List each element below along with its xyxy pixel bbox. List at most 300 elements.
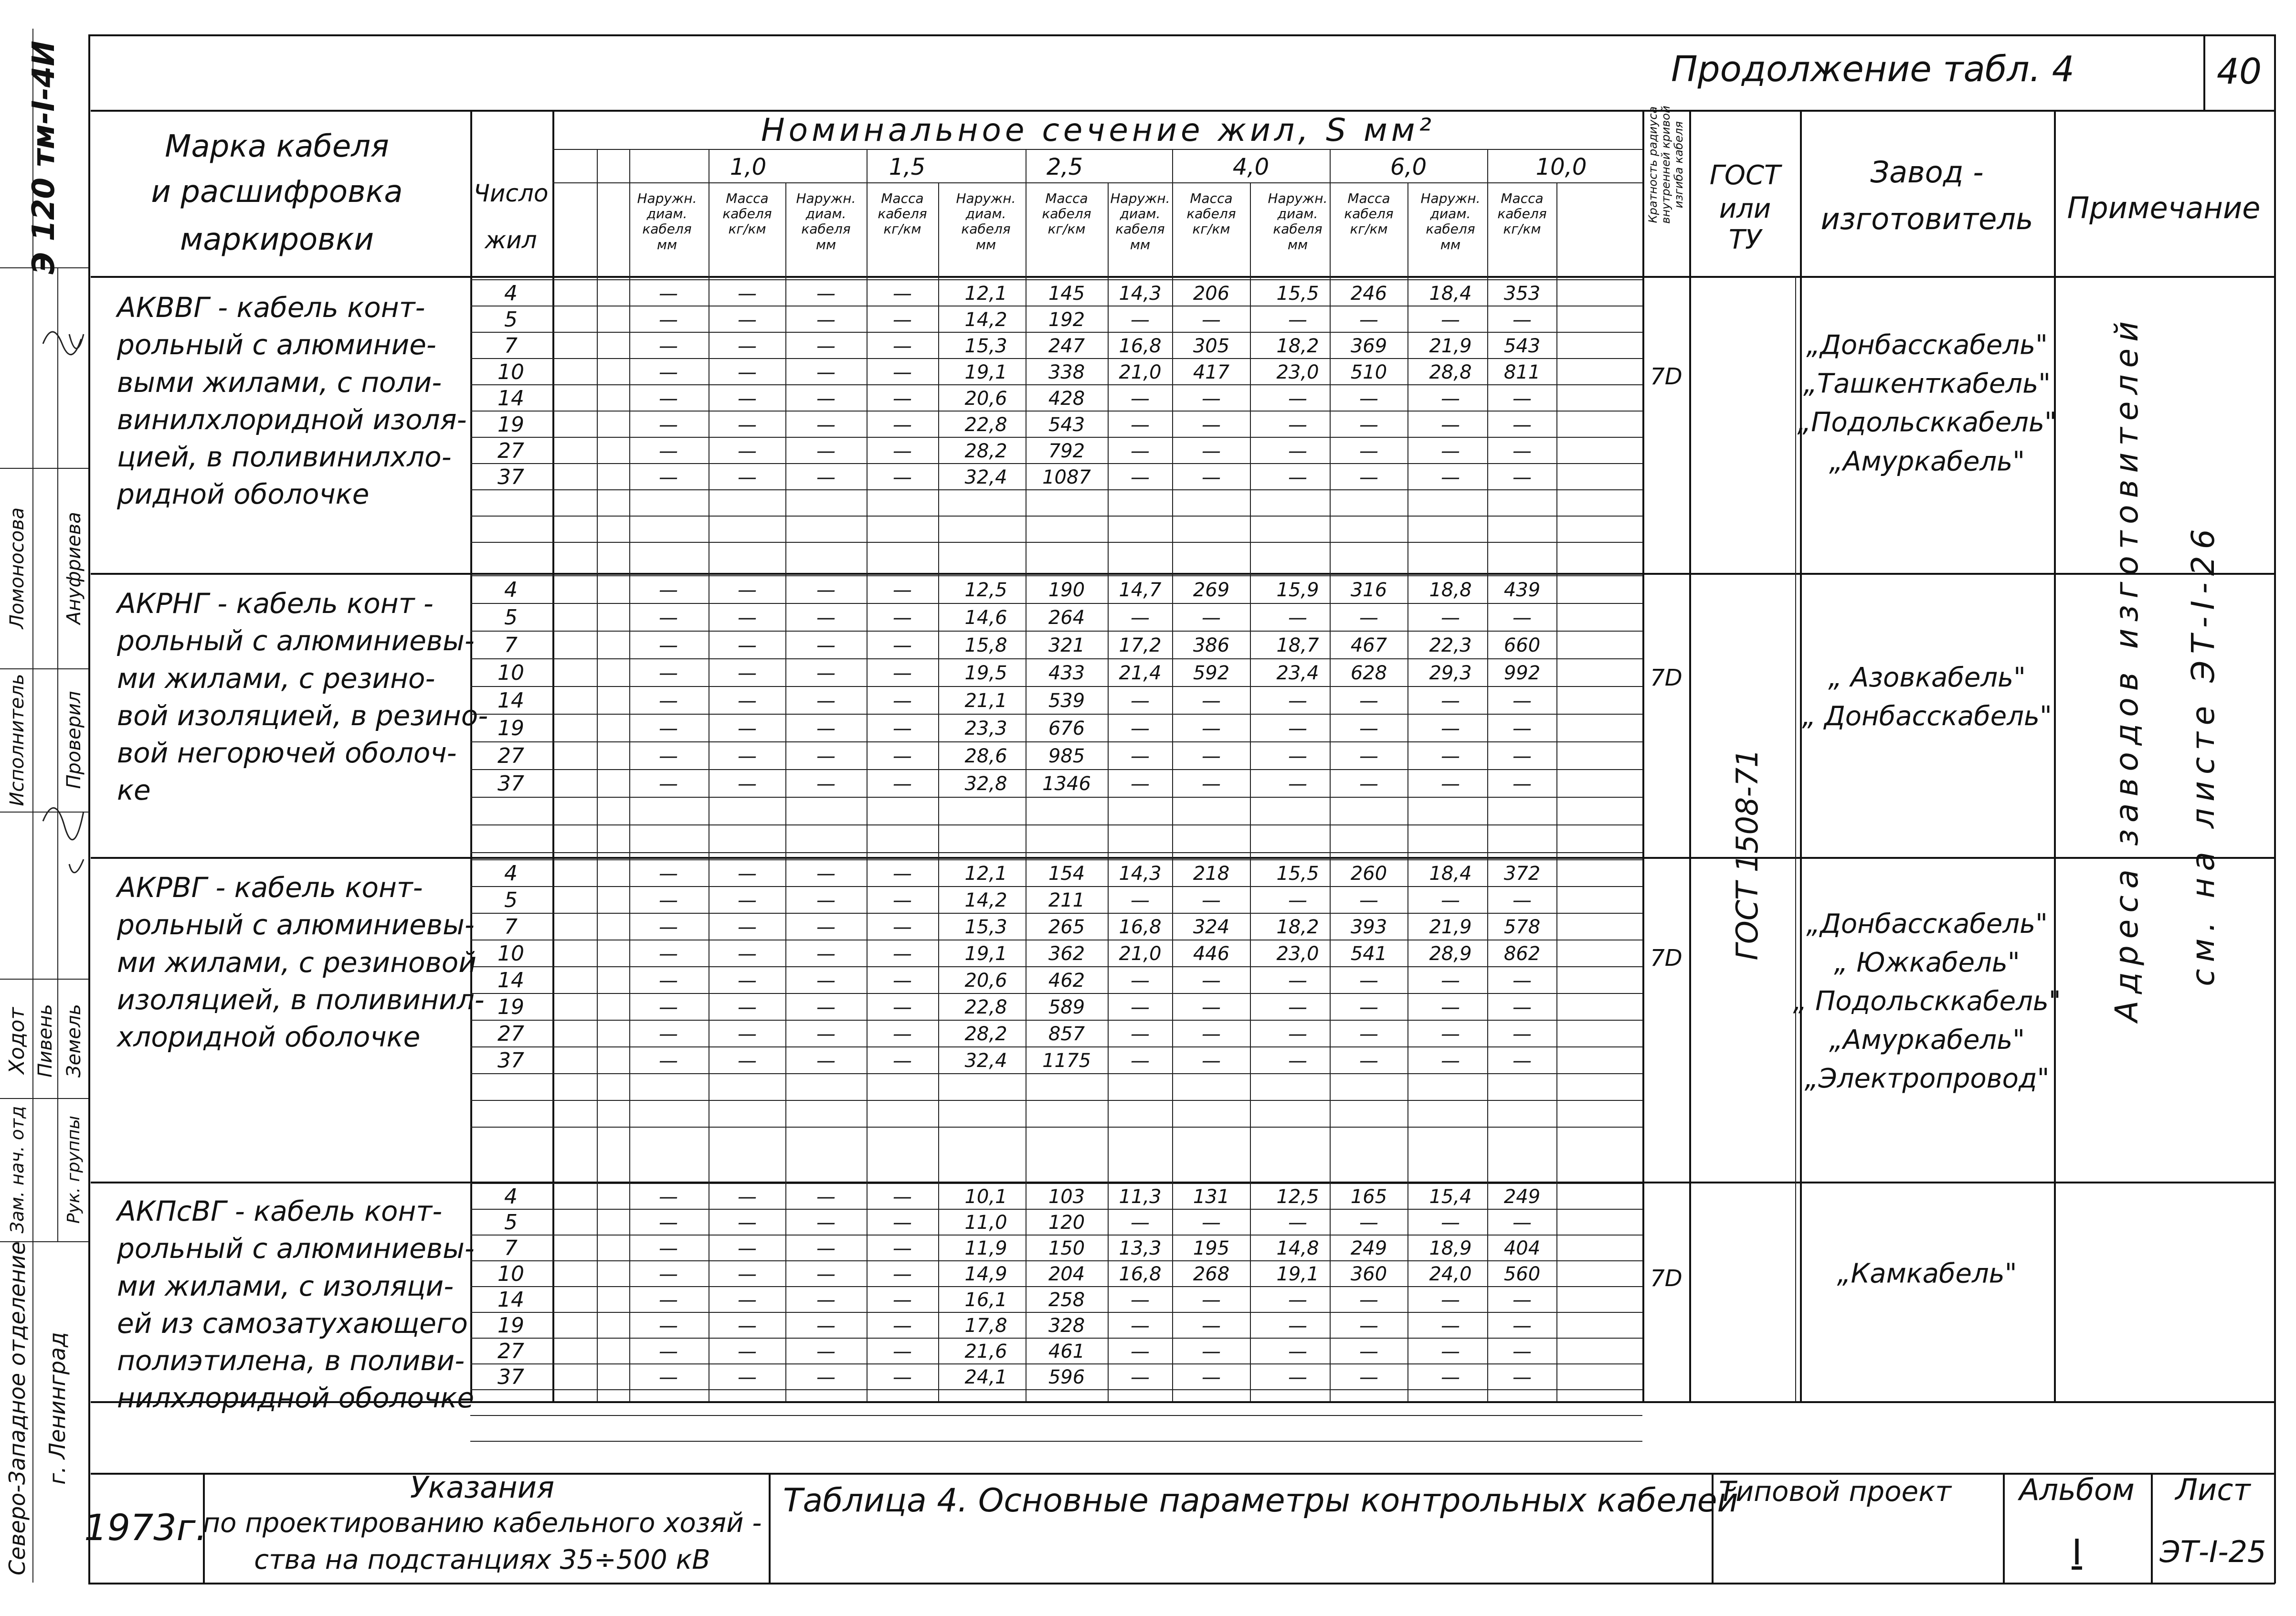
mass-value: —	[1513, 607, 1532, 629]
diameter-value: —	[1131, 745, 1150, 767]
diameter-value: —	[816, 863, 836, 885]
manufacturer-name: „ Подольсккабель"	[1793, 985, 2061, 1017]
diameter-value: —	[659, 282, 678, 305]
diameter-value: 18,7	[1276, 634, 1319, 656]
mass-value: 362	[1048, 943, 1085, 965]
diam-subheader-line: диам.	[805, 206, 846, 222]
diameter-value: 16,8	[1119, 916, 1162, 938]
diameter-value: —	[659, 1315, 678, 1337]
diameter-value: —	[1288, 1050, 1307, 1072]
mass-subheader	[1497, 191, 1546, 237]
cable-description-line: изоляцией, в поливинил-	[117, 983, 485, 1016]
diameter-value: 18,9	[1429, 1237, 1472, 1259]
mass-value: —	[1202, 466, 1221, 488]
mass-value: —	[1513, 718, 1532, 739]
mass-value: 204	[1048, 1263, 1085, 1285]
mass-value: —	[1359, 1050, 1378, 1072]
cable-description-line: рольный с алюминиевы-	[117, 908, 475, 941]
note-line-2: см. на листе ЭТ-I-26	[2185, 522, 2222, 986]
diameter-value: —	[1288, 308, 1307, 331]
mass-value: —	[1513, 1341, 1532, 1363]
diam-subheader-line: мм	[1440, 236, 1461, 253]
cable-description-line: рольный с алюминиевы-	[117, 624, 475, 657]
diam-subheader-line: кабеля	[961, 221, 1011, 237]
mass-value: —	[1359, 690, 1378, 712]
manufacturer-name: „Донбасскабель"	[1806, 908, 2048, 940]
mass-value: 811	[1503, 361, 1541, 383]
cable-description	[117, 869, 485, 1056]
mass-value: —	[738, 889, 757, 911]
mass-value: 660	[1503, 634, 1541, 656]
mass-value: —	[1202, 773, 1221, 795]
mass-value: 510	[1350, 361, 1387, 383]
mass-value: —	[738, 916, 757, 938]
mass-value: —	[1513, 413, 1532, 436]
mass-value: 246	[1350, 282, 1387, 305]
manufacturer-list	[1793, 905, 2061, 1098]
cores-count: 37	[497, 465, 524, 489]
row-line	[470, 279, 1642, 280]
mass-value: —	[1202, 387, 1221, 410]
diameter-value: —	[1288, 1289, 1307, 1311]
diameter-value: —	[816, 361, 836, 383]
diameter-value: —	[1441, 1212, 1460, 1234]
diameter-value: 21,4	[1119, 662, 1162, 684]
diam-subheader-line: Наружн.	[1420, 190, 1481, 206]
mass-value: 461	[1048, 1341, 1085, 1363]
mass-value: —	[1513, 1366, 1532, 1388]
mass-value: 543	[1048, 413, 1085, 436]
diameter-value: —	[1131, 718, 1150, 739]
mass-subheader-line: кг/км	[1047, 221, 1086, 237]
mass-subheader-line: Масса	[726, 190, 769, 206]
cores-count: 4	[504, 578, 518, 602]
mass-value: —	[893, 1050, 912, 1072]
mass-value: 372	[1503, 863, 1541, 885]
mass-value: —	[1359, 440, 1378, 462]
row-line	[470, 1209, 1642, 1210]
diam-subheader-line: Наружн.	[1110, 190, 1170, 206]
diameter-value: —	[659, 335, 678, 357]
diameter-value: —	[1288, 607, 1307, 629]
mass-value: —	[738, 1289, 757, 1311]
mass-value: —	[738, 1315, 757, 1337]
row-line	[470, 358, 1642, 359]
diameter-value: —	[1131, 1050, 1150, 1072]
cores-count: 7	[504, 633, 518, 657]
size-2-5: 2,5	[1046, 154, 1083, 180]
row-line	[470, 1260, 1642, 1261]
mass-value: —	[1202, 1050, 1221, 1072]
diameter-value: —	[1441, 1315, 1460, 1337]
diameter-value: 23,4	[1276, 662, 1319, 684]
diameter-value: —	[659, 863, 678, 885]
diameter-value: —	[659, 970, 678, 992]
mass-value: —	[738, 579, 757, 601]
row-line	[470, 384, 1642, 385]
row-line	[470, 1415, 1642, 1416]
mass-value: 628	[1350, 662, 1387, 684]
project-type: Типовой проект	[1719, 1475, 1952, 1508]
cores-count: 27	[497, 744, 524, 768]
diameter-value: —	[816, 718, 836, 739]
mass-value: —	[738, 943, 757, 965]
mass-value: 792	[1048, 440, 1085, 462]
diameter-value: 32,4	[964, 1050, 1007, 1072]
cores-count: 27	[497, 438, 524, 463]
diam-subheader	[637, 191, 697, 253]
diameter-value: —	[1288, 718, 1307, 739]
mass-value: —	[893, 943, 912, 965]
mass-subheader-line: Масса	[1501, 190, 1544, 206]
mass-subheader-line: Масса	[881, 190, 924, 206]
diameter-value: —	[816, 690, 836, 712]
cable-description-line: АКРВГ - кабель конт-	[117, 871, 423, 904]
cable-description-line: рольный с алюминие-	[117, 328, 436, 361]
mass-subheader-line: кабеля	[1042, 206, 1091, 222]
diameter-value: —	[659, 440, 678, 462]
diameter-value: 15,3	[964, 335, 1007, 357]
mass-value: —	[738, 1341, 757, 1363]
diameter-value: —	[1441, 773, 1460, 795]
diameter-value: 20,6	[964, 387, 1007, 410]
row-line	[470, 332, 1642, 333]
mass-value: —	[738, 970, 757, 992]
cores-count: 5	[504, 888, 518, 912]
diameter-value: —	[1288, 996, 1307, 1018]
mass-subheader-line: кг/км	[728, 221, 766, 237]
mass-value: —	[893, 718, 912, 739]
section-title: Номинальное сечение жил, S мм²	[761, 112, 1436, 148]
row-line	[470, 769, 1642, 770]
mass-value: 985	[1048, 745, 1085, 767]
mass-value: —	[1359, 745, 1378, 767]
diameter-value: —	[1288, 1023, 1307, 1045]
diameter-value: —	[1131, 413, 1150, 436]
mass-value: —	[738, 308, 757, 331]
role-checker: Проверил	[63, 691, 85, 789]
role-performer: Исполнитель	[6, 674, 28, 806]
diameter-value: —	[659, 607, 678, 629]
cable-description-line: хлоридной оболочке	[117, 1021, 421, 1054]
bend-factor: 7D	[1650, 945, 1682, 972]
cable-description-line: ми жилами, с изоляци-	[117, 1269, 454, 1302]
diameter-value: 17,2	[1119, 634, 1162, 656]
mass-value: 462	[1048, 970, 1085, 992]
size-1-0: 1,0	[730, 154, 767, 180]
mass-value: 120	[1048, 1212, 1085, 1234]
note-line-1: Адреса заводов изготовителей	[2108, 314, 2145, 1023]
diameter-value: —	[1131, 308, 1150, 331]
mass-value: 1175	[1042, 1050, 1091, 1072]
mass-value: —	[1202, 718, 1221, 739]
bend-radius-label-1: Кратность радиуса	[1646, 106, 1660, 223]
name-piven: Пивень	[34, 1004, 56, 1077]
diameter-value: 21,9	[1429, 916, 1472, 938]
diameter-value: —	[659, 387, 678, 410]
cores-count: 37	[497, 1365, 524, 1389]
diameter-value: —	[659, 1341, 678, 1363]
diameter-value: —	[1131, 996, 1150, 1018]
diameter-value: —	[1288, 387, 1307, 410]
row-line	[470, 714, 1642, 715]
diameter-value: —	[659, 1186, 678, 1208]
diameter-value: —	[1441, 889, 1460, 911]
mass-subheader	[1344, 191, 1393, 237]
diam-subheader-line: мм	[1130, 236, 1151, 253]
cores-count: 10	[497, 359, 524, 384]
cable-description-line: цией, в поливинилхло-	[117, 441, 452, 474]
row-line	[470, 913, 1642, 914]
mass-value: —	[738, 282, 757, 305]
mass-value: 211	[1048, 889, 1085, 911]
mass-value: 150	[1048, 1237, 1085, 1259]
mass-value: —	[893, 970, 912, 992]
mass-value: —	[1513, 1023, 1532, 1045]
diameter-value: 32,8	[964, 773, 1007, 795]
mass-value: 417	[1193, 361, 1230, 383]
diameter-value: 17,8	[964, 1315, 1007, 1337]
diam-subheader	[1111, 191, 1170, 253]
diameter-value: 12,5	[1276, 1186, 1319, 1208]
diameter-value: —	[659, 943, 678, 965]
diameter-value: 16,1	[964, 1289, 1007, 1311]
mass-subheader-line: кг/км	[1350, 221, 1388, 237]
diameter-value: —	[816, 996, 836, 1018]
mass-value: 541	[1350, 943, 1387, 965]
gost-title-line-2: или	[1719, 193, 1771, 224]
mass-value: —	[893, 282, 912, 305]
diameter-value: —	[816, 607, 836, 629]
diameter-value: —	[1288, 413, 1307, 436]
size-6-0: 6,0	[1390, 154, 1427, 180]
mass-value: —	[1513, 690, 1532, 712]
cable-description-line: нилхлоридной оболочке	[117, 1382, 474, 1415]
doc-code: Э 120 тм-I-4И	[26, 41, 62, 275]
mass-value: —	[893, 466, 912, 488]
diameter-value: —	[1441, 1289, 1460, 1311]
diameter-value: —	[1288, 690, 1307, 712]
diameter-value: 28,2	[964, 440, 1007, 462]
sheet-label: Лист	[2175, 1472, 2251, 1507]
diameter-value: —	[659, 889, 678, 911]
mass-value: 992	[1503, 662, 1541, 684]
mass-value: —	[1202, 745, 1221, 767]
cable-description-line: полиэтилена, в поливи-	[117, 1344, 465, 1377]
cable-description-line: выми жилами, с поли-	[117, 366, 442, 399]
mass-subheader	[878, 191, 927, 237]
diameter-value: —	[1131, 607, 1150, 629]
diameter-value: —	[1131, 1289, 1150, 1311]
diameter-value: —	[659, 1023, 678, 1045]
row-line	[470, 797, 1642, 798]
diameter-value: —	[816, 745, 836, 767]
mass-subheader-line: Масса	[1347, 190, 1390, 206]
diameter-value: —	[816, 1023, 836, 1045]
diameter-value: —	[1288, 440, 1307, 462]
cable-description-line: вой изоляцией, в резино-	[117, 699, 488, 732]
row-line	[470, 411, 1642, 412]
diam-subheader	[1421, 191, 1481, 253]
mass-value: 539	[1048, 690, 1085, 712]
mass-value: —	[738, 718, 757, 739]
manufacturer-name: „Ташкенткабель"	[1803, 368, 2051, 400]
manufacturer-name: „Донбасскабель"	[1806, 329, 2048, 361]
diam-subheader-line: мм	[1287, 236, 1308, 253]
mass-value: 321	[1048, 634, 1085, 656]
cable-description-line: ке	[117, 774, 151, 807]
mass-subheader	[722, 191, 772, 237]
mass-value: —	[893, 1212, 912, 1234]
diameter-value: —	[816, 634, 836, 656]
name-anufrieva: Ануфриева	[63, 512, 85, 624]
mass-value: —	[893, 1341, 912, 1363]
diam-subheader-line: Наружн.	[637, 190, 697, 206]
diameter-value: 15,3	[964, 916, 1007, 938]
mass-value: —	[1513, 889, 1532, 911]
plant-title-line-2: изготовитель	[1820, 201, 2033, 236]
mass-value: 145	[1048, 282, 1085, 305]
diameter-value: —	[816, 1315, 836, 1337]
mass-value: 543	[1503, 335, 1541, 357]
manufacturer-name: „ Южкабель"	[1834, 947, 2020, 978]
diameter-value: 15,8	[964, 634, 1007, 656]
diameter-value: 12,5	[964, 579, 1007, 601]
diameter-value: 24,1	[964, 1366, 1007, 1388]
mass-value: 218	[1193, 863, 1230, 885]
diameter-value: —	[1441, 690, 1460, 712]
row-line	[470, 463, 1642, 464]
year: 1973г.	[84, 1506, 207, 1549]
cores-count: 4	[504, 861, 518, 886]
mass-value: —	[1513, 773, 1532, 795]
diameter-value: 14,9	[964, 1263, 1007, 1285]
mass-value: 269	[1193, 579, 1230, 601]
diam-subheader-line: диам.	[965, 206, 1006, 222]
doc-subtitle-2: ства на подстанциях 35÷500 кВ	[254, 1544, 710, 1575]
row-line	[470, 1286, 1642, 1287]
diameter-value: 16,8	[1119, 335, 1162, 357]
row-line	[470, 1235, 1642, 1236]
mass-value: —	[738, 1186, 757, 1208]
mass-value: —	[1513, 970, 1532, 992]
mark-title-line-2: и расшифровка	[151, 174, 403, 210]
cores-count: 10	[497, 661, 524, 685]
mass-value: —	[1513, 745, 1532, 767]
diameter-value: —	[659, 718, 678, 739]
mass-subheader	[1042, 191, 1091, 237]
name-lomonosova: Ломоносова	[6, 507, 28, 629]
mass-value: —	[1513, 1289, 1532, 1311]
mass-value: —	[1359, 607, 1378, 629]
bend-radius-label-2: внутренней кривой	[1659, 106, 1672, 224]
cores-count: 37	[497, 771, 524, 796]
diameter-value: —	[816, 1050, 836, 1072]
cable-description-line: ми жилами, с резиновой	[117, 946, 476, 979]
row-line	[470, 886, 1642, 887]
row-line	[470, 1046, 1642, 1047]
diameter-value: —	[659, 1263, 678, 1285]
diameter-value: —	[816, 387, 836, 410]
mass-value: —	[1513, 387, 1532, 410]
diameter-value: 18,4	[1429, 282, 1472, 305]
diameter-value: —	[659, 413, 678, 436]
cable-description-line: винилхлоридной изоля-	[117, 403, 467, 436]
diameter-value: —	[1131, 1315, 1150, 1337]
role-deputy-chief: Зам. нач. отд	[7, 1106, 28, 1234]
row-line	[470, 516, 1642, 517]
diam-subheader-line: диам.	[1277, 206, 1318, 222]
row-line	[470, 966, 1642, 967]
diam-subheader-line: Наружн.	[956, 190, 1016, 206]
row-line	[470, 631, 1642, 632]
diameter-value: 21,9	[1429, 335, 1472, 357]
diameter-value: 22,8	[964, 413, 1007, 436]
mass-value: 316	[1350, 579, 1387, 601]
mass-value: 131	[1193, 1186, 1230, 1208]
mass-value: 862	[1503, 943, 1541, 965]
diameter-value: 15,5	[1276, 282, 1319, 305]
mass-value: —	[1202, 970, 1221, 992]
cable-description	[117, 585, 488, 809]
mass-value: 433	[1048, 662, 1085, 684]
diameter-value: —	[1441, 1023, 1460, 1045]
mass-subheader-line: Масса	[1190, 190, 1233, 206]
diameter-value: —	[1441, 1050, 1460, 1072]
diam-subheader-line: диам.	[646, 206, 688, 222]
mass-value: —	[738, 1263, 757, 1285]
mass-value: —	[1513, 996, 1532, 1018]
gost-title-line-3: ТУ	[1728, 224, 1762, 255]
mass-value: —	[1359, 466, 1378, 488]
mass-value: —	[1513, 1315, 1532, 1337]
diameter-value: —	[659, 1289, 678, 1311]
mass-value: —	[1202, 1315, 1221, 1337]
diameter-value: —	[1288, 466, 1307, 488]
org-name: Северо-Западное отделение	[4, 1241, 30, 1575]
mark-title-line-3: маркировки	[180, 222, 374, 257]
mass-value: —	[738, 440, 757, 462]
row-line	[470, 1441, 1642, 1442]
mass-subheader-line: кабеля	[722, 206, 772, 222]
bend-radius-label-3: изгиба кабеля	[1672, 121, 1685, 209]
diameter-value: 28,8	[1429, 361, 1472, 383]
diameter-value: —	[816, 282, 836, 305]
mass-value: —	[1359, 413, 1378, 436]
diam-subheader	[956, 191, 1016, 253]
diameter-value: 21,6	[964, 1341, 1007, 1363]
diam-subheader-line: диам.	[1430, 206, 1471, 222]
diameter-value: —	[1288, 889, 1307, 911]
diameter-value: 11,0	[964, 1212, 1007, 1234]
diameter-value: 21,0	[1119, 361, 1162, 383]
mass-value: 249	[1350, 1237, 1387, 1259]
diameter-value: 16,8	[1119, 1263, 1162, 1285]
diameter-value: —	[816, 970, 836, 992]
table-title: Таблица 4. Основные параметры контрольных кабелей	[783, 1482, 1738, 1520]
manufacturer-name: „Электропровод"	[1804, 1063, 2050, 1095]
mass-value: 676	[1048, 718, 1085, 739]
mass-value: —	[893, 1237, 912, 1259]
mass-value: 578	[1503, 916, 1541, 938]
mass-subheader-line: кабеля	[878, 206, 927, 222]
plant-title-line-1: Завод -	[1870, 155, 1984, 190]
diameter-value: 19,5	[964, 662, 1007, 684]
mass-value: —	[893, 634, 912, 656]
mass-value: —	[893, 413, 912, 436]
mass-value: —	[738, 1366, 757, 1388]
bend-factor: 7D	[1650, 1265, 1682, 1292]
